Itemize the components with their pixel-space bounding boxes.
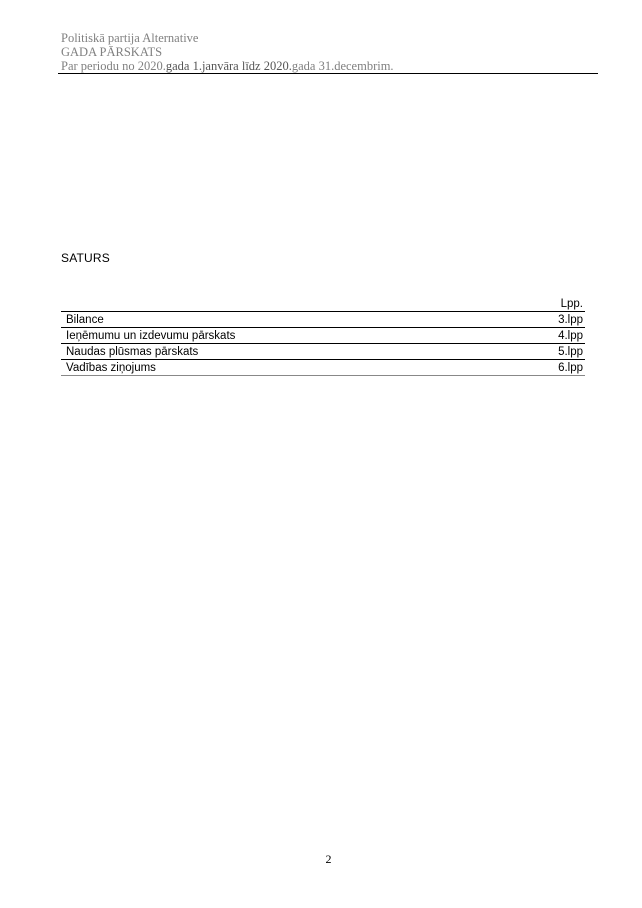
toc-entry-management-report [61,360,585,376]
toc-entry-bilance [61,312,585,328]
toc-entry-title: Ieņēmumu un izdevumu pārskats [66,330,236,342]
toc-entry-page: 4.lpp [558,330,583,342]
header-divider [58,73,598,74]
header-period-middle: gada 1.janvāra līdz 2020. [165,59,292,73]
header-period-prefix: Par periodu no 2020. [61,59,166,73]
page-number: 2 [325,852,332,866]
toc-header-row [61,298,585,312]
page-header [61,31,598,73]
table-of-contents [61,298,585,376]
toc-entry-cash-flow [61,344,585,360]
toc-entry-title: Bilance [66,314,104,326]
toc-entry-page: 5.lpp [558,346,583,358]
toc-entry-income-statement [61,328,585,344]
toc-entry-page: 3.lpp [558,314,583,326]
toc-page-column-header: Lpp. [560,298,583,310]
toc-entry-title: Naudas plūsmas pārskats [66,346,199,358]
header-organization-name: Politiskā partija Alternative [61,31,199,45]
toc-entry-page: 6.lpp [558,362,583,374]
toc-entry-title: Vadības ziņojums [66,362,156,374]
header-period [61,59,598,73]
header-period-suffix: gada 31.decembrim. [291,59,394,73]
contents-title: SATURS [61,251,110,265]
header-report-title: GADA PĀRSKATS [61,45,163,59]
